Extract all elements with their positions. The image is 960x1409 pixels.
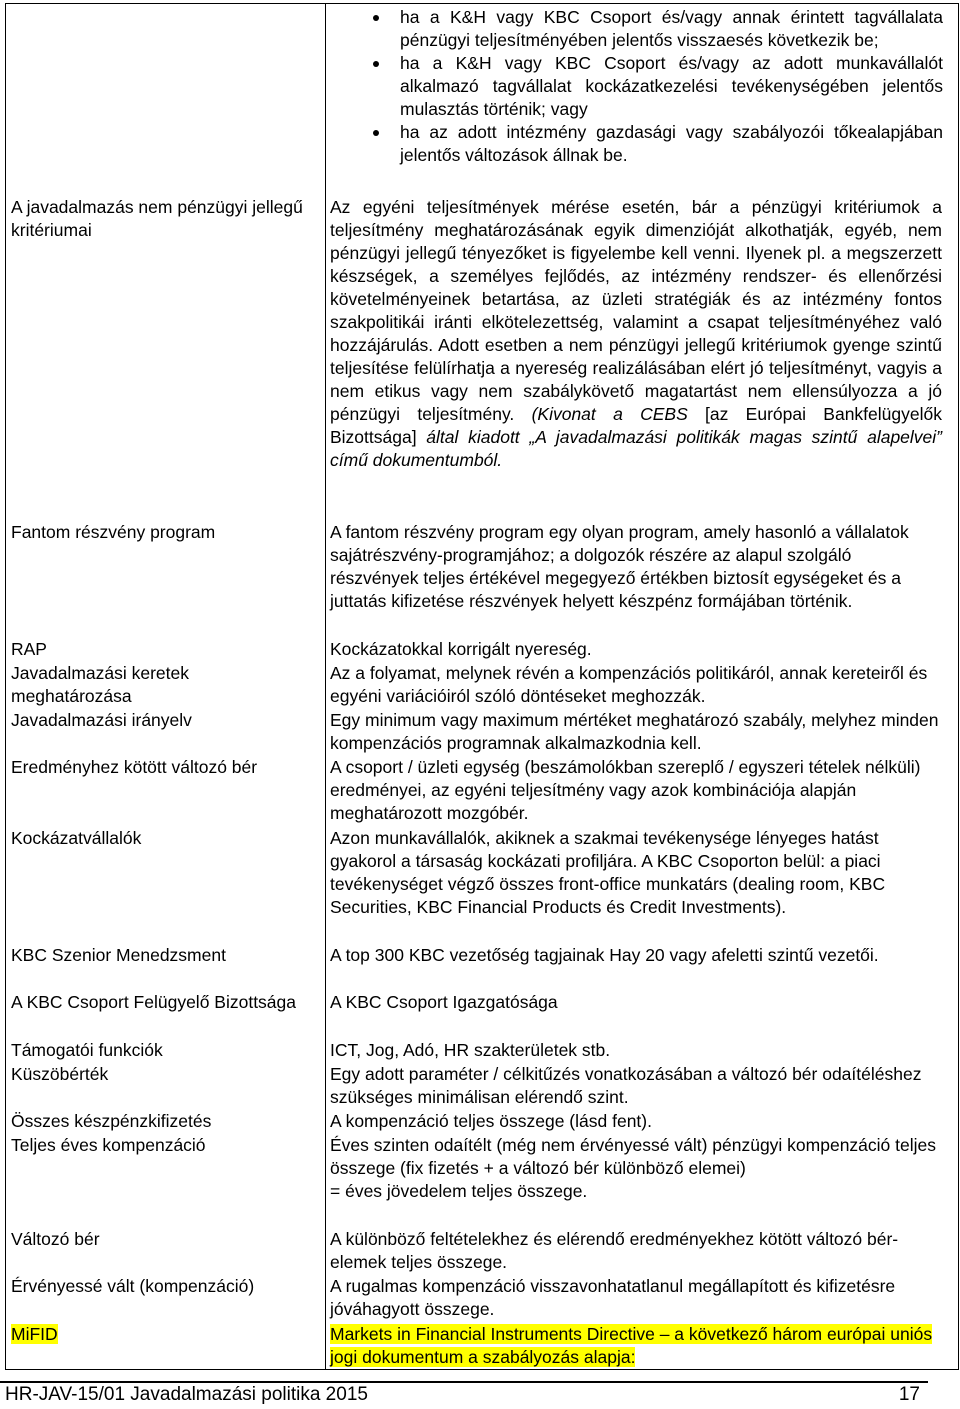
definition-text: Éves szinten odaítélt (még nem érvényessé vált) pénzügyi kompenzáció teljes összege (fix fizetés + a változó bér különböző elemei) bbox=[330, 1135, 936, 1178]
definition-text: Az egyéni teljesítmények mérése esetén, bár a pénzügyi kritériumok a teljesítmény meghatározásának egyik dimenzióját alkothatják, egyéb, nem pénzügyi jellegű tényezőket is figyelembe kell venni. Ilyenek pl. a megszerzett készségek, a személyes fejlődés, az intézmény rendszer- és ellenőrzési követelményeinek betartása, az üzleti stratégiák és az intézmény fontos szakpolitikái iránti elkötelezettség, valamint a csapat teljesítményéhez való hozzájárulás. Adott esetben a nem pénzügyi jellegű kritériumok gyenge szintű teljesítése felülírhatja a nyereség realizálásában elért jó teljesítményt, vagyis a nem etikus vagy nem szabálykövető magatartást nem ellensúlyozza a jó pénzügyi teljesítmény. bbox=[330, 197, 942, 424]
term-cell bbox=[11, 1323, 311, 1346]
footer-divider bbox=[0, 1381, 928, 1383]
column-divider bbox=[325, 4, 326, 1369]
term-cell: RAP bbox=[11, 639, 47, 659]
term-cell: Eredményhez kötött változó bér bbox=[11, 757, 258, 777]
term-cell: Javadalmazási keretek meghatározása bbox=[11, 663, 189, 706]
page-number: 17 bbox=[898, 1384, 920, 1405]
definition-cell: Kockázatokkal korrigált nyereség. bbox=[330, 639, 592, 659]
term-cell: KBC Szenior Menedzsment bbox=[11, 945, 226, 965]
definition-cell bbox=[330, 1323, 942, 1369]
list-item: ha a K&H vagy KBC Csoport és/vagy az adott munkavállalót alkalmazó tagvállalat kockázatkezelési tevékenységében jelentős mulasztás történik; vagy bbox=[400, 52, 943, 121]
footer-document-id: HR-JAV-15/01 Javadalmazási politika 2015 bbox=[5, 1384, 368, 1405]
definition-cell: A KBC Csoport Igazgatósága bbox=[330, 992, 558, 1012]
term-cell: Fantom részvény program bbox=[11, 522, 216, 542]
bullet-icon bbox=[373, 130, 379, 136]
highlighted-term: MiFID bbox=[11, 1324, 58, 1344]
term-cell: Érvényessé vált (kompenzáció) bbox=[11, 1276, 255, 1296]
term-cell: A KBC Csoport Felügyelő Bizottsága bbox=[11, 992, 297, 1012]
definition-cell: ICT, Jog, Adó, HR szakterületek stb. bbox=[330, 1040, 611, 1060]
definition-cell: Egy adott paraméter / célkitűzés vonatkozásában a változó bér odaítéléshez szükséges minimálisan elérendő szint. bbox=[330, 1064, 922, 1107]
list-item: ha a K&H vagy KBC Csoport és/vagy annak érintett tagvállalata pénzügyi teljesítményében jelentős visszaesés következik be; bbox=[400, 6, 943, 52]
definition-citation-plain: [az Európai Bankfelügyelők Bizottsága] bbox=[330, 404, 942, 447]
bullet-icon bbox=[373, 61, 379, 67]
definition-cell: A kompenzáció teljes összege (lásd fent). bbox=[330, 1111, 652, 1131]
term-cell: Támogatói funkciók bbox=[11, 1040, 163, 1060]
definition-cell: Azon munkavállalók, akiknek a szakmai tevékenysége lényeges hatást gyakorol a társaság kockázati profiljára. A KBC Csoporton belül: a piaci tevékenységet végző összes front-office munkatárs (dealing room, KBC Securities, KBC Financial Products és Credit Investments). bbox=[330, 828, 886, 917]
term-cell: Kockázatvállalók bbox=[11, 828, 142, 848]
term-cell: Változó bér bbox=[11, 1229, 100, 1249]
definition-cell bbox=[330, 196, 942, 472]
term-cell: Teljes éves kompenzáció bbox=[11, 1135, 206, 1155]
definition-citation: által kiadott „A javadalmazási politikák magas szintű alapelvei” című dokumentumból. bbox=[330, 427, 942, 470]
definition-citation: (Kivonat a CEBS bbox=[531, 404, 688, 424]
term-cell: Küszöbérték bbox=[11, 1064, 109, 1084]
definition-cell: A rugalmas kompenzáció visszavonhatatlanul megállapított és kifizetésre jóváhagyott összege. bbox=[330, 1276, 896, 1319]
bullet-icon bbox=[373, 15, 379, 21]
term-cell: Összes készpénzkifizetés bbox=[11, 1111, 212, 1131]
definition-cell: A különböző feltételekhez és elérendő eredményekhez kötött változó bér-elemek teljes összege. bbox=[330, 1229, 899, 1272]
bullet-list bbox=[400, 6, 943, 167]
definition-cell bbox=[330, 1134, 942, 1203]
definition-text: = éves jövedelem teljes összege. bbox=[330, 1181, 588, 1201]
definition-cell: A csoport / üzleti egység (beszámolókban szereplő / egyszeri tételek nélküli) eredményei, az egyéni teljesítmény vagy azok kombinációja alapján meghatározott mozgóbér. bbox=[330, 757, 921, 823]
term-cell: A javadalmazás nem pénzügyi jellegű kritériumai bbox=[11, 197, 303, 240]
definition-cell: Az a folyamat, melynek révén a kompenzációs politikáról, annak kereteiről és egyéni variációiról szóló döntéseket meghozzák. bbox=[330, 663, 928, 706]
definition-cell: Egy minimum vagy maximum mértéket meghatározó szabály, melyhez minden kompenzációs programnak alkalmazkodnia kell. bbox=[330, 710, 939, 753]
list-item: ha az adott intézmény gazdasági vagy szabályozói tőkealapjában jelentős változások állnak be. bbox=[400, 121, 943, 167]
highlighted-definition: Markets in Financial Instruments Directive – a következő három európai uniós jogi dokumentum a szabályozás alapja: bbox=[330, 1324, 933, 1367]
term-cell: Javadalmazási irányelv bbox=[11, 710, 192, 730]
definition-cell: A fantom részvény program egy olyan program, amely hasonló a vállalatok sajátrészvény-programjához; a dolgozók részére az alapul szolgáló részvények teljes értékével megegyező értékben biztosít egységeket és a juttatás kifizetése részvények helyett készpénz formájában történik. bbox=[330, 522, 909, 611]
definition-cell: A top 300 KBC vezetőség tagjainak Hay 20 vagy afeletti szintű vezetői. bbox=[330, 945, 879, 965]
